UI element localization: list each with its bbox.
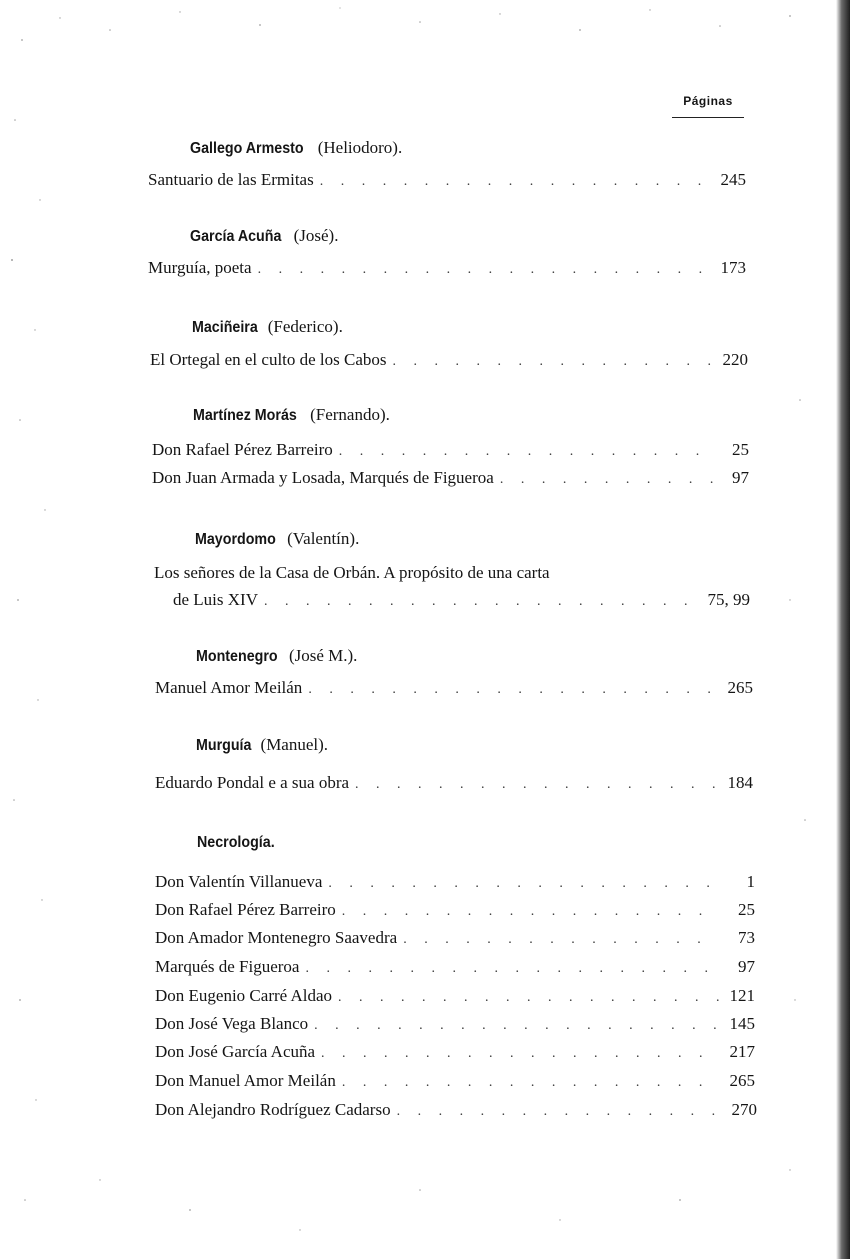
index-entry [150, 350, 748, 374]
index-entry [155, 773, 753, 797]
author-heading [190, 226, 338, 246]
entry-page: 217 [729, 1042, 755, 1061]
entry-title: Don Alejandro Rodríguez Cadarso [155, 1100, 391, 1119]
entry-page: 270 [731, 1100, 757, 1119]
dot-leader [393, 354, 712, 370]
binding-edge [836, 0, 850, 1259]
entry-title: Don Valentín Villanueva [155, 872, 323, 891]
dot-leader [314, 1018, 719, 1034]
entry-page: 25 [738, 900, 755, 919]
entry-page: 265 [727, 678, 753, 697]
index-entry [155, 928, 755, 952]
index-entry [155, 986, 755, 1010]
author-surname: Necrología. [197, 834, 275, 851]
author-given-name: (José M.). [288, 646, 358, 665]
entry-page: 265 [729, 1071, 755, 1090]
entry-title: Don Juan Armada y Losada, Marqués de Figueroa [152, 468, 494, 487]
entry-page: 25 [732, 440, 749, 459]
dot-leader [397, 1104, 721, 1120]
dot-leader [258, 262, 710, 278]
entry-title: Don Amador Montenegro Saavedra [155, 928, 398, 947]
author-given-name: (Valentín). [287, 529, 360, 548]
author-heading [193, 405, 390, 425]
index-entry [155, 1042, 755, 1066]
dot-leader [305, 961, 719, 977]
index-entry [155, 1100, 757, 1124]
entry-title-line1: Los señores de la Casa de Orbán. A propósito de una carta [154, 563, 550, 582]
entry-page: 184 [727, 773, 753, 792]
entry-page: 97 [738, 957, 755, 976]
entry-title: Eduardo Pondal e a sua obra [155, 773, 350, 792]
author-surname: Murguía [196, 737, 252, 754]
entry-page: 121 [729, 986, 755, 1005]
dot-leader [500, 472, 713, 488]
author-heading [196, 735, 328, 755]
entry-title: Don José Vega Blanco [155, 1014, 309, 1033]
index-entry [155, 957, 755, 981]
entry-page: 220 [722, 350, 748, 369]
author-heading [192, 317, 343, 337]
entry-page: 73 [738, 928, 755, 947]
entry-page: 75, 99 [707, 590, 750, 609]
index-entry [155, 872, 755, 896]
entry-title: Manuel Amor Meilán [155, 678, 303, 697]
pages-column-header: Páginas [683, 94, 733, 108]
index-entry [152, 468, 749, 492]
author-given-name: (Fernando). [310, 405, 390, 424]
dot-leader [328, 876, 719, 892]
author-heading [197, 832, 281, 852]
dot-leader [355, 777, 717, 793]
author-surname: Maciñeira [192, 319, 258, 336]
index-entry [173, 590, 750, 614]
entry-title: Murguía, poeta [148, 258, 252, 277]
author-given-name: (Manuel). [260, 735, 329, 754]
entry-page: 245 [720, 170, 746, 189]
index-entry [155, 1071, 755, 1095]
entry-title: Marqués de Figueroa [155, 957, 300, 976]
index-entry [148, 258, 746, 282]
index-entry [155, 900, 755, 924]
dot-leader [342, 904, 719, 920]
index-entry [155, 1014, 755, 1038]
author-given-name: (Federico). [267, 317, 343, 336]
author-given-name: (José). [293, 226, 339, 245]
entry-page: 1 [746, 872, 755, 891]
dot-leader [403, 932, 719, 948]
dot-leader [321, 1046, 719, 1062]
index-entry [148, 170, 746, 194]
entry-title: Don Rafael Pérez Barreiro [152, 440, 333, 459]
author-surname: Mayordomo [195, 531, 276, 548]
dot-leader [320, 174, 710, 190]
entry-title: Don José García Acuña [155, 1042, 316, 1061]
entry-title-continuation: de Luis XIV [173, 590, 258, 609]
author-heading [196, 646, 357, 666]
entry-title: Santuario de las Ermitas [148, 170, 314, 189]
author-heading [190, 138, 402, 158]
author-surname: Gallego Armesto [190, 140, 304, 157]
author-surname: García Acuña [190, 228, 282, 245]
header-rule [672, 117, 744, 118]
entry-page: 97 [732, 468, 749, 487]
entry-title: Don Eugenio Carré Aldao [155, 986, 333, 1005]
index-entry [155, 678, 753, 702]
entry-page: 173 [720, 258, 746, 277]
dot-leader [338, 990, 719, 1006]
author-surname: Montenegro [196, 648, 278, 665]
dot-leader [339, 444, 713, 460]
author-given-name: (Heliodoro). [317, 138, 403, 157]
author-heading [195, 529, 359, 549]
entry-page: 145 [729, 1014, 755, 1033]
dot-leader [264, 594, 702, 610]
dot-leader [342, 1075, 719, 1091]
entry-title: El Ortegal en el culto de los Cabos [150, 350, 387, 369]
entry-title: Don Rafael Pérez Barreiro [155, 900, 336, 919]
index-entry [152, 440, 749, 464]
entry-title: Don Manuel Amor Meilán [155, 1071, 336, 1090]
author-surname: Martínez Morás [193, 407, 297, 424]
dot-leader [308, 682, 717, 698]
